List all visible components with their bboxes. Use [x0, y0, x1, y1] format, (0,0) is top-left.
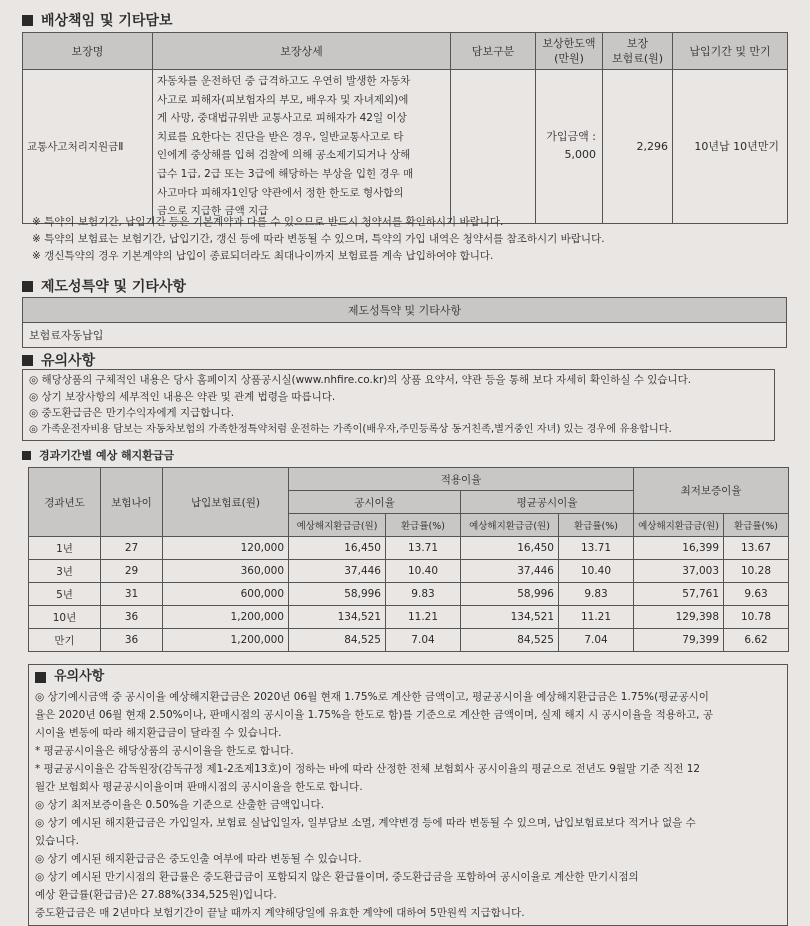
cell-paid: 120,000: [163, 537, 289, 560]
cell-min-refund: 37,003: [634, 560, 724, 583]
header-min: 최저보증이율: [634, 468, 789, 514]
table-row: [29, 560, 789, 583]
note-line: ※ 특약의 보험기간, 납입기간 등은 기본계약과 다를 수 있으므로 반드시 청약서를 확인하시기 바랍니다.: [32, 216, 504, 228]
cell-age: 36: [101, 606, 163, 629]
cell-avg-refund: 16,450: [461, 537, 559, 560]
cell-period: 5년: [29, 583, 101, 606]
cell-min-ratio: 10.28: [724, 560, 789, 583]
section-title: 유의사항: [41, 353, 96, 369]
section-heading-notice: [22, 350, 95, 370]
cell-pub-ratio: 11.21: [386, 606, 461, 629]
table-row: [23, 70, 788, 224]
detail-line: 사고마다 피해자1인당 약관에서 정한 한도로 형사합의: [157, 186, 404, 199]
header-ratio: 환급률(%): [559, 514, 634, 537]
notice-line: ◎ 상기예시금액 중 공시이율 예상해지환급금은 2020년 06월 현재 1.75%로 계산한 금액이고, 평균공시이율 예상해지환급금은 1.75%(평균공시이: [35, 691, 709, 703]
limit-value: 5,000: [564, 148, 596, 162]
square-bullet-icon: [22, 451, 31, 460]
header-avg: 평균공시이율: [461, 491, 634, 514]
cell-min-ratio: 6.62: [724, 629, 789, 652]
notice-line: ◎ 가족운전자비용 담보는 자동차보험의 가족한정특약처럼 운전하는 가족이(배우자,주민등록상 동거친족,별거중인 자녀) 있는 경우에 유용합니다.: [29, 423, 672, 435]
header-cell: 담보구분: [451, 33, 536, 70]
cell-min-ratio: 13.67: [724, 537, 789, 560]
cell-pub-refund: 134,521: [289, 606, 386, 629]
coverage-period: 10년납 10년만기: [673, 70, 788, 224]
notice-line: 중도환급금은 매 2년마다 보험기간이 끝날 때까지 계약해당일에 유효한 계약에 대하여 5만원씩 지급합니다.: [35, 907, 525, 919]
header-refund: 예상해지환급금(원): [289, 514, 386, 537]
header-ratio: 환급률(%): [724, 514, 789, 537]
cell-age: 27: [101, 537, 163, 560]
cell-avg-ratio: 7.04: [559, 629, 634, 652]
refund-notice-box: [28, 664, 788, 926]
cell-pub-ratio: 9.83: [386, 583, 461, 606]
header-cell: 보장 보험료(원): [603, 33, 673, 70]
notice-box: [22, 369, 775, 441]
note-line: ※ 특약의 보험료는 보험기간, 납입기간, 갱신 등에 따라 변동될 수 있으며, 특약의 가입 내역은 청약서를 참조하시기 바랍니다.: [32, 233, 605, 245]
cell-age: 29: [101, 560, 163, 583]
section-title: 제도성특약 및 기타사항: [41, 279, 186, 295]
note-line: ※ 갱신특약의 경우 기본계약의 납입이 종료되더라도 최대나이까지 보험료를 계속 납입하여야 합니다.: [32, 250, 494, 262]
coverage-name: 교통사고처리지원금Ⅱ: [23, 70, 153, 224]
table-header-row: [23, 33, 788, 70]
cell-min-refund: 129,398: [634, 606, 724, 629]
notice-line: * 평균공시이율은 감독원장(감독규정 제1-2조제13호)이 정하는 바에 따라 산정한 전체 보험회사 공시이율의 평균으로 전년도 9월말 기준 직전 12: [35, 763, 701, 775]
detail-line: 인에게 중상해를 입혀 검찰에 의해 공소제기되거나 상해: [157, 149, 411, 162]
cell-avg-ratio: 13.71: [559, 537, 634, 560]
limit-label: 가입금액 :: [546, 130, 596, 144]
cell-avg-refund: 84,525: [461, 629, 559, 652]
table-row: [29, 583, 789, 606]
cell-pub-refund: 37,446: [289, 560, 386, 583]
header-public: 공시이율: [289, 491, 461, 514]
coverage-type: [451, 70, 536, 224]
section-title: 유의사항: [54, 669, 105, 684]
notice-line: ◎ 상기 예시된 만기시점의 환급률은 중도환급금이 포함되지 않은 환급률이며, 중도환급금을 포함하여 공시이율로 계산한 만기시점의: [35, 871, 639, 883]
cell-pub-refund: 58,996: [289, 583, 386, 606]
cell-min-ratio: 10.78: [724, 606, 789, 629]
cell-avg-refund: 134,521: [461, 606, 559, 629]
header-cell: 제도성특약 및 기타사항: [23, 298, 787, 323]
cell-pub-ratio: 10.40: [386, 560, 461, 583]
cell-min-refund: 16,399: [634, 537, 724, 560]
table-row: [29, 537, 789, 560]
cell-min-refund: 79,399: [634, 629, 724, 652]
refund-table: [28, 467, 789, 652]
square-bullet-icon: [22, 355, 33, 366]
cell-paid: 600,000: [163, 583, 289, 606]
square-bullet-icon: [22, 281, 33, 292]
cell-avg-ratio: 11.21: [559, 606, 634, 629]
section-heading-liability: [22, 10, 172, 30]
section-heading-institutional: [22, 276, 186, 296]
section-title: 경과기간별 예상 해지환급금: [39, 449, 175, 462]
header-cell: 보장상세: [153, 33, 451, 70]
cell-age: 36: [101, 629, 163, 652]
cell-min-ratio: 9.63: [724, 583, 789, 606]
cell-paid: 1,200,000: [163, 629, 289, 652]
notice-line: * 평균공시이율은 해당상품의 공시이율을 한도로 합니다.: [35, 745, 294, 757]
detail-line: 급수 1급, 2급 또는 3급에 해당하는 부상을 입힌 경우 매: [157, 167, 414, 180]
notice-line: ◎ 상기 보장사항의 세부적인 내용은 약관 및 관계 법령을 따릅니다.: [29, 390, 336, 403]
notice-line: 예상 환급률(환급금)은 27.88%(334,525원)입니다.: [35, 889, 277, 901]
detail-line: 금으로 지급한 금액 지급: [157, 205, 269, 218]
notice-line: ◎ 상기 최저보증이율은 0.50%을 기준으로 산출한 금액입니다.: [35, 799, 325, 811]
table-row: [29, 629, 789, 652]
cell-avg-refund: 37,446: [461, 560, 559, 583]
notice-line: 율은 2020년 06월 현재 2.50%이나, 판매시점의 공시이율 1.75%을 한도로 함)를 기준으로 계산한 금액이며, 실제 해지 시 공시이율을 적용하고, 공: [35, 709, 713, 721]
cell-period: 1년: [29, 537, 101, 560]
institutional-value: 보험료자동납입: [23, 323, 787, 348]
square-bullet-icon: [22, 15, 33, 26]
cell-paid: 360,000: [163, 560, 289, 583]
detail-line: 자동차를 운전하던 중 급격하고도 우연히 발생한 자동차: [157, 75, 411, 87]
cell-pub-ratio: 7.04: [386, 629, 461, 652]
detail-line: 게 사망, 중대법규위반 교통사고로 피해자가 42일 이상: [157, 112, 407, 125]
cell-pub-ratio: 13.71: [386, 537, 461, 560]
header-cell: 납입기간 및 만기: [673, 33, 788, 70]
cell-paid: 1,200,000: [163, 606, 289, 629]
cell-min-refund: 57,761: [634, 583, 724, 606]
cell-avg-refund: 58,996: [461, 583, 559, 606]
header-refund: 예상해지환급금(원): [461, 514, 559, 537]
notice-line: ◎ 상기 예시된 해지환급금은 가입일자, 보험료 실납입일자, 일부담보 소멸, 계약변경 등에 따라 변동될 수 있으며, 납입보험료보다 적거나 없을 수: [35, 817, 696, 829]
header-ratio: 환급률(%): [386, 514, 461, 537]
header-applied: 적용이율: [289, 468, 634, 491]
coverage-premium: 2,296: [603, 70, 673, 224]
table-row: [29, 606, 789, 629]
section-heading-refund-notice: [35, 668, 781, 686]
section-heading-refund: [22, 447, 174, 463]
notice-line: ◎ 중도환급금은 만기수익자에게 지급합니다.: [29, 407, 235, 419]
coverage-limit: [536, 70, 603, 224]
cell-pub-refund: 84,525: [289, 629, 386, 652]
cell-period: 만기: [29, 629, 101, 652]
section-title: 배상책임 및 기타담보: [41, 13, 173, 29]
coverage-detail: [153, 70, 451, 224]
cell-pub-refund: 16,450: [289, 537, 386, 560]
header-paid: 납입보험료(원): [163, 468, 289, 537]
cell-period: 10년: [29, 606, 101, 629]
notice-line: 월간 보험회사 평균공시이율이며 판매시점의 공시이율을 한도로 합니다.: [35, 781, 363, 793]
square-bullet-icon: [35, 672, 46, 683]
header-period: 경과년도: [29, 468, 101, 537]
header-cell: 보상한도액 (만원): [536, 33, 603, 70]
cell-avg-ratio: 10.40: [559, 560, 634, 583]
institutional-table: [22, 297, 787, 348]
detail-line: 사고로 피해자(피보험자의 부모, 배우자 및 자녀제외)에: [157, 93, 409, 106]
notice-line: ◎ 상기 예시된 해지환급금은 중도인출 여부에 따라 변동될 수 있습니다.: [35, 853, 362, 865]
notice-line: 시이율 변동에 따라 해지환급금이 달라질 수 있습니다.: [35, 727, 282, 739]
cell-period: 3년: [29, 560, 101, 583]
notice-line: ◎ 해당상품의 구체적인 내용은 당사 홈페이지 상품공시실(www.nhfire.co.kr)의 상품 요약서, 약관 등을 통해 보다 자세히 확인하실 수 있습니다.: [29, 374, 692, 386]
cell-age: 31: [101, 583, 163, 606]
header-cell: 보장명: [23, 33, 153, 70]
notice-line: 있습니다.: [35, 835, 79, 847]
cell-avg-ratio: 9.83: [559, 583, 634, 606]
header-age: 보험나이: [101, 468, 163, 537]
coverage-notes: [32, 214, 605, 265]
coverage-table: [22, 32, 788, 224]
detail-line: 치료를 요한다는 진단을 받은 경우, 일반교통사고로 타: [157, 130, 404, 143]
header-refund: 예상해지환급금(원): [634, 514, 724, 537]
